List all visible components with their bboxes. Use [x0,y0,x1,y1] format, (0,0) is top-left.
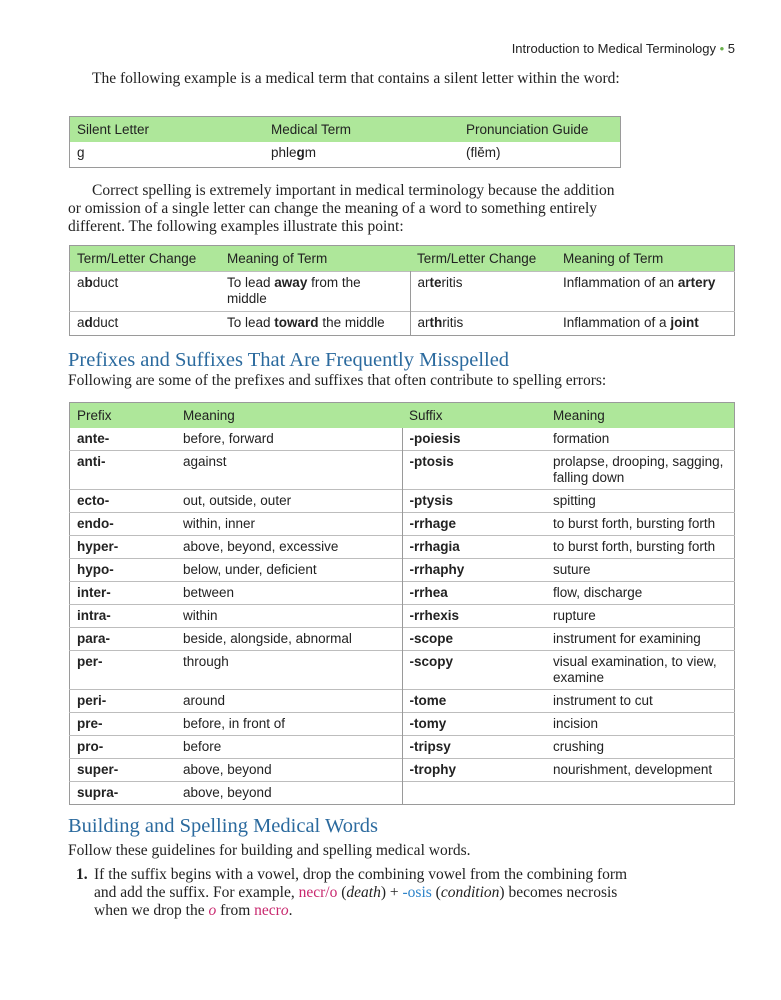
prefix-cell: hyper- [70,536,177,559]
chapter-title: Introduction to Medical Terminology [511,41,716,56]
table-row [70,690,735,713]
term-cell: adduct [70,312,221,336]
table-row [70,272,735,312]
prefix-meaning-cell: around [176,690,402,713]
suffix-meaning-cell: formation [553,431,610,446]
table-row [70,451,735,490]
table-row [70,312,735,336]
suffix-cell: -rrhagia [402,536,546,559]
suffix-cell: -ptysis [402,490,546,513]
table-header-row [70,246,735,272]
meaning-cell: Inflammation of an artery [556,272,735,312]
prefix-cell: pre- [70,713,177,736]
suffix-meaning-cell: crushing [546,736,735,759]
suffix-cell: -tomy [402,713,546,736]
suffix-cell: -ptosis [402,451,546,490]
prefix-cell: inter- [70,582,177,605]
prefix-cell: peri- [70,690,177,713]
table-row [70,559,735,582]
prefix-meaning-cell: before, in front of [176,713,402,736]
col-header: Silent Letter [70,117,265,143]
section-intro-prefixes: Following are some of the prefixes and suffixes that often contribute to spelling errors: [68,372,607,389]
list-number: 1. [76,866,88,883]
suffix-meaning-cell: suture [546,559,735,582]
meaning-cell: To lead away from the middle [220,272,410,312]
col-header: Term/Letter Change [70,246,221,272]
term-cell: arteritis [410,272,556,312]
term-cell: abduct [70,272,221,312]
pronunciation-cell: (flĕm) [466,145,501,160]
col-header: Meaning of Term [220,246,410,272]
prefix-meaning-cell: before, forward [176,428,402,451]
prefix-cell: para- [70,628,177,651]
prefix-cell: super- [70,759,177,782]
prefix-meaning-cell: against [176,451,402,490]
prefix-cell: ecto- [70,490,177,513]
suffix-cell [402,782,546,805]
table-row [70,536,735,559]
prefix-meaning-cell: above, beyond [176,759,402,782]
prefix-meaning-cell: between [176,582,402,605]
page-number: 5 [727,41,735,56]
col-header: Pronunciation Guide [459,117,621,143]
running-header [512,41,735,56]
prefix-cell: ante- [77,431,110,446]
meaning-cell: To lead toward the middle [220,312,410,336]
prefix-meaning-cell: out, outside, outer [176,490,402,513]
suffix-meaning-cell: to burst forth, bursting forth [546,536,735,559]
prefix-suffix-table [69,402,735,805]
guideline-item [68,866,628,920]
table-row [70,759,735,782]
suffix-meaning-cell: visual examination, to view, examine [546,651,735,690]
table-row [70,736,735,759]
prefix-meaning-cell: above, beyond [176,782,402,805]
suffix-meaning-cell: to burst forth, bursting forth [546,513,735,536]
prefix-meaning-cell: through [176,651,402,690]
prefix-cell: intra- [70,605,177,628]
suffix-meaning-cell: rupture [546,605,735,628]
prefix-cell: hypo- [70,559,177,582]
suffix-cell: -rrhea [402,582,546,605]
suffix-meaning-cell: instrument for examining [546,628,735,651]
prefix-meaning-cell: above, beyond, excessive [176,536,402,559]
suffix-cell: -scope [402,628,546,651]
col-header: Meaning [176,403,402,429]
suffix-cell: -rrhage [402,513,546,536]
term-cell: arthritis [410,312,556,336]
table-header-row [70,117,621,143]
prefix-cell: pro- [70,736,177,759]
suffix-cell: -tome [402,690,546,713]
col-header: Meaning of Term [556,246,735,272]
table-row [70,782,735,805]
suffix-cell: -rrhaphy [402,559,546,582]
col-header: Prefix [70,403,177,429]
intro-paragraph: The following example is a medical term that contains a silent letter within the word: [92,70,620,87]
prefix-meaning-cell: within, inner [176,513,402,536]
col-header: Suffix [402,403,546,429]
suffix-meaning-cell: spitting [546,490,735,513]
section-heading-building: Building and Spelling Medical Words [68,815,379,837]
suffix-meaning-cell: prolapse, drooping, sagging, falling down [546,451,735,490]
table-row [70,428,735,451]
prefix-cell: supra- [70,782,177,805]
table-row [70,628,735,651]
prefix-meaning-cell: beside, alongside, abnormal [176,628,402,651]
suffix-cell: -poiesis [409,431,461,446]
table-row [70,513,735,536]
letter-change-table [69,245,735,336]
guideline-list [68,866,628,920]
prefix-cell: anti- [70,451,177,490]
section-intro-building: Follow these guidelines for building and spelling medical words. [68,842,471,859]
table-row [70,713,735,736]
suffix-cell: -scopy [402,651,546,690]
table-row [70,490,735,513]
table-row [70,142,621,168]
suffix-cell: -rrhexis [402,605,546,628]
suffix-cell: -tripsy [402,736,546,759]
suffix-meaning-cell: flow, discharge [546,582,735,605]
table-row [70,582,735,605]
bullet-separator: • [719,41,725,56]
section-heading-prefixes: Prefixes and Suffixes That Are Frequently Misspelled [68,349,510,371]
combining-form: necr/o [298,884,338,901]
meaning-cell: Inflammation of a joint [556,312,735,336]
guideline-text: If the suffix begins with a vowel, drop the combining vowel from the combining form and add the suffix. For example, necr/o (death) + -osis (condition) becomes necrosis when we drop the o from necro. [94,866,628,919]
prefix-meaning-cell: before [176,736,402,759]
table-header-row [70,403,735,429]
spelling-paragraph: Correct spelling is extremely important in medical terminology because the addition or omission of a single letter can change the meaning of a word to something entirely different. The following examples illustrate this point: [68,182,615,235]
suffix-meaning-cell [546,782,735,805]
prefix-cell: per- [70,651,177,690]
prefix-meaning-cell: within [176,605,402,628]
table-row [70,605,735,628]
silent-letter-cell: g [77,145,85,160]
prefix-meaning-cell: below, under, deficient [176,559,402,582]
col-header: Term/Letter Change [410,246,556,272]
suffix-meaning-cell: incision [546,713,735,736]
silent-letter-table [69,116,621,168]
col-header: Meaning [546,403,735,429]
suffix-meaning-cell: nourishment, development [546,759,735,782]
col-header: Medical Term [264,117,459,143]
suffix-meaning-cell: instrument to cut [546,690,735,713]
medical-term-cell: phlegm [271,145,317,160]
suffix-cell: -trophy [402,759,546,782]
table-row [70,651,735,690]
suffix-term: -osis [402,884,432,901]
prefix-cell: endo- [70,513,177,536]
